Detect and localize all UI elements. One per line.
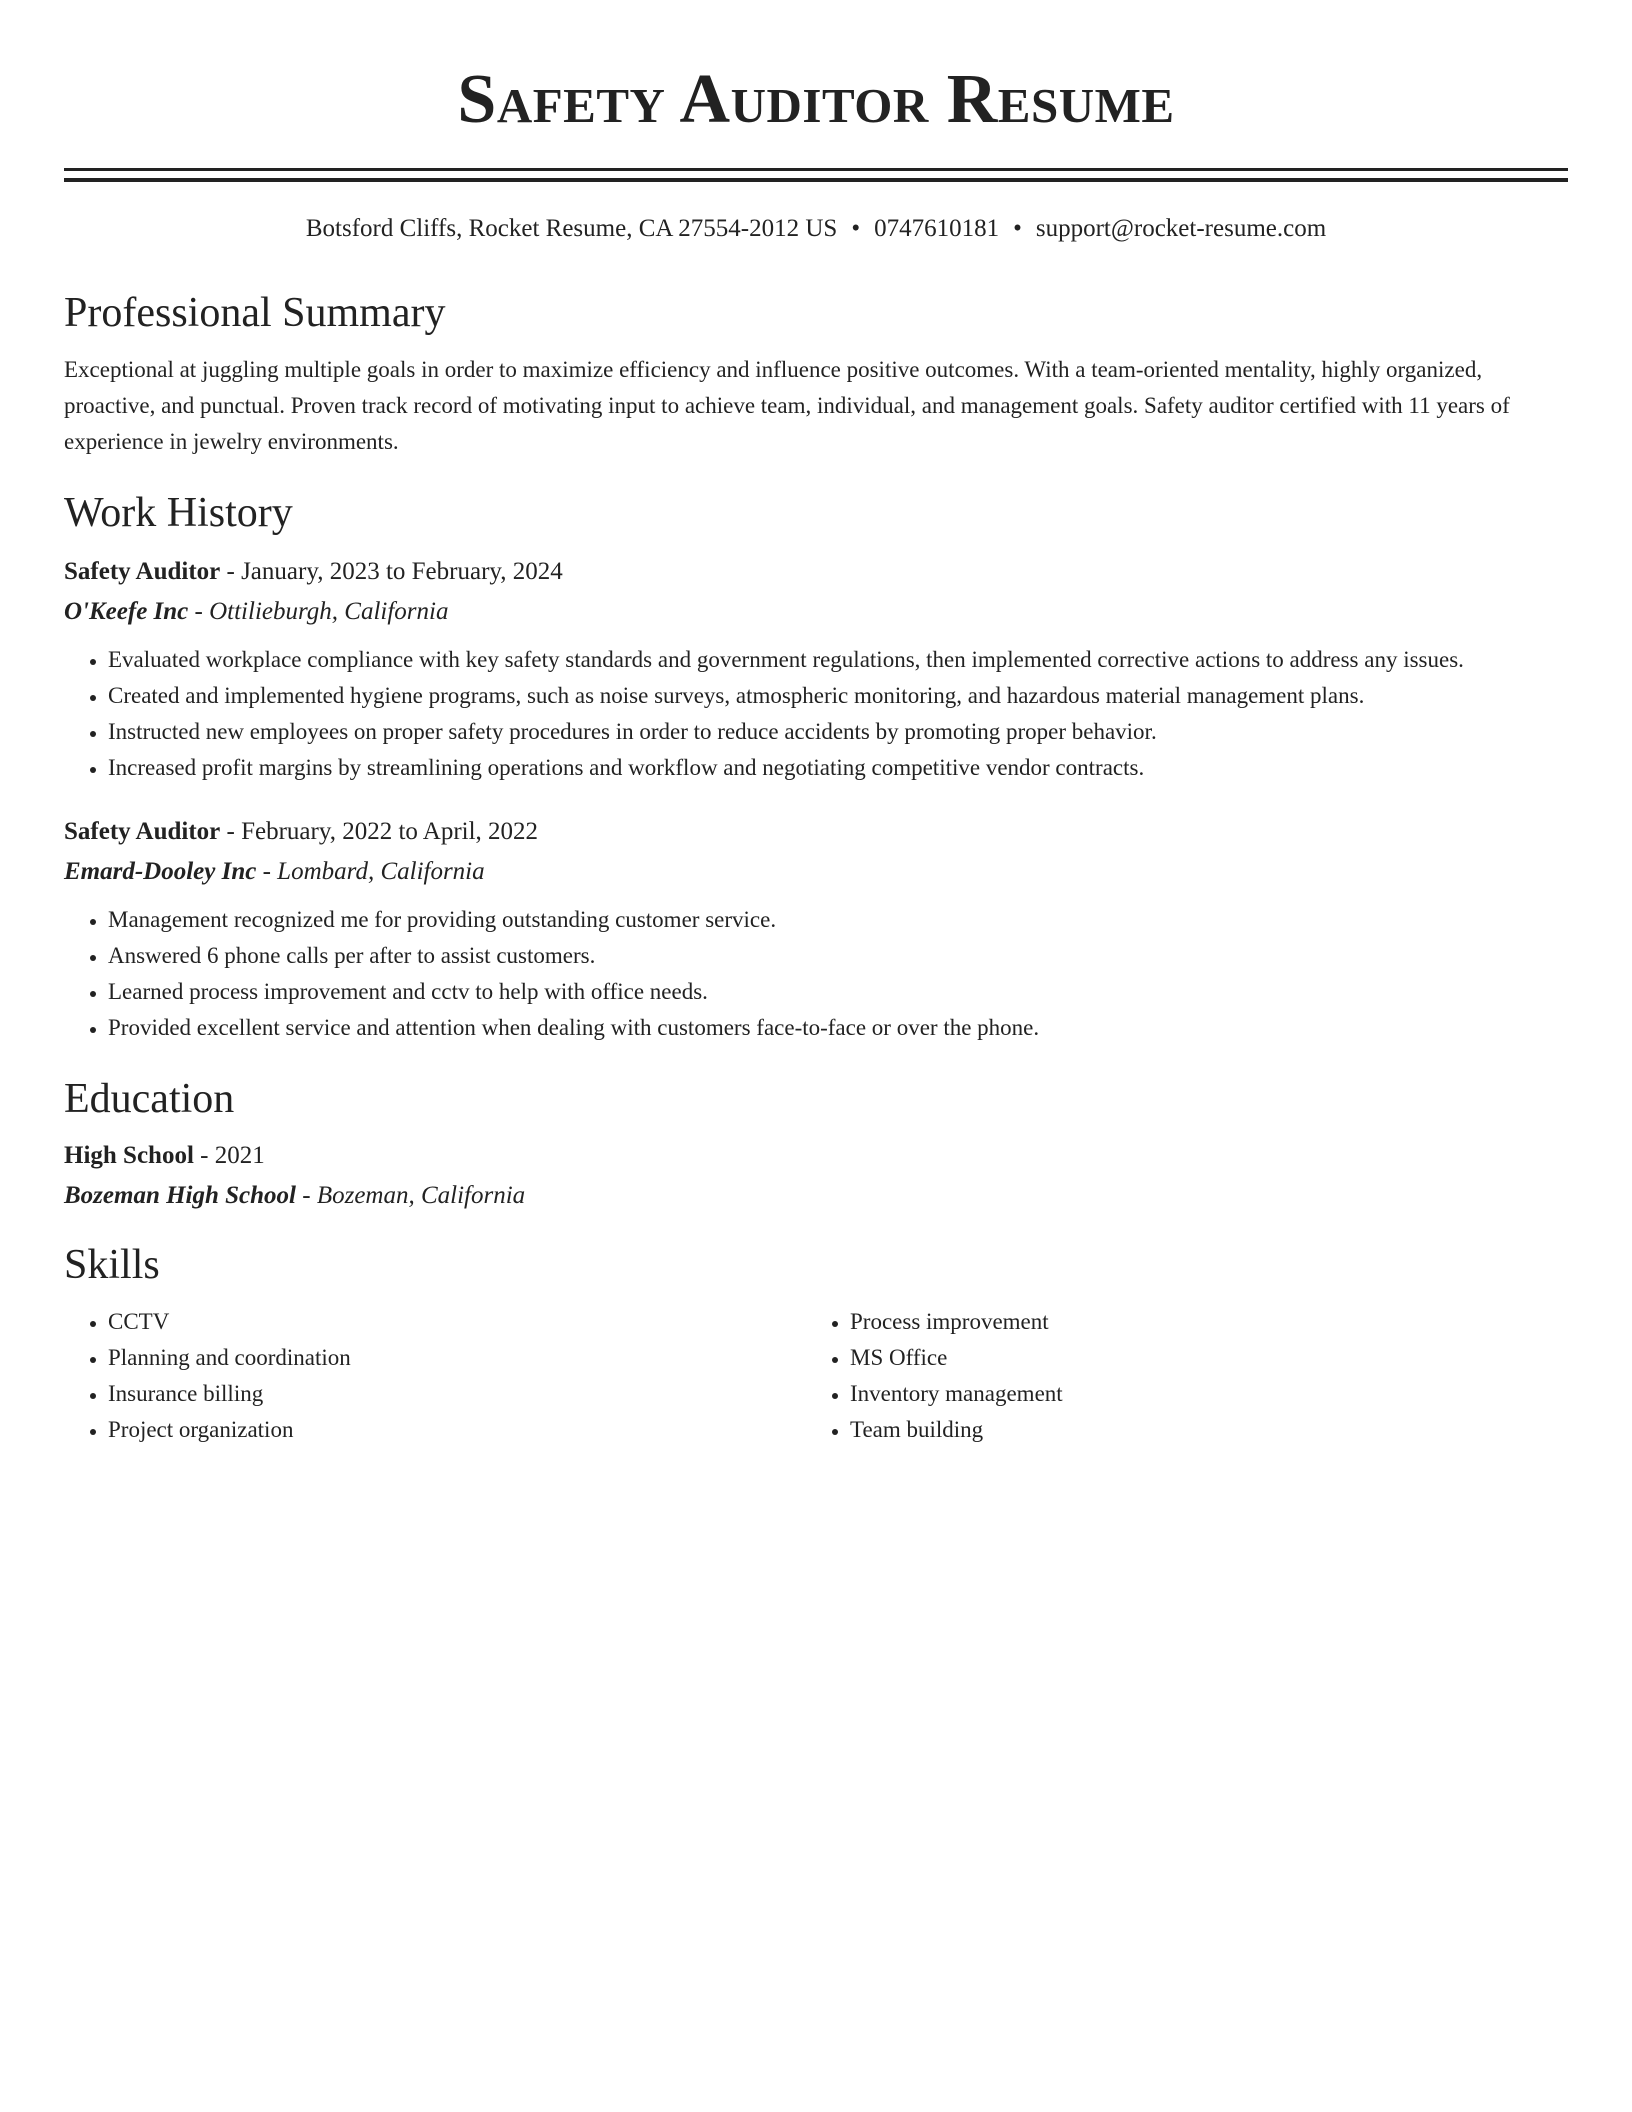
job-location: - Ottilieburgh, California bbox=[188, 598, 449, 625]
skills-right-column bbox=[806, 1304, 1548, 1448]
job-location: - Lombard, California bbox=[256, 858, 485, 885]
job-company: O'Keefe Inc bbox=[64, 598, 189, 625]
page-title: Safety Auditor Resume bbox=[457, 61, 1175, 138]
job-bullet: • Increased profit margins by streamlining operations and workflow and negotiating competitive vendor contracts. bbox=[108, 750, 1568, 786]
job-bullet: • Answered 6 phone calls per after to assist customers. bbox=[108, 938, 1568, 974]
job-bullets bbox=[64, 902, 1568, 1046]
job-company: Emard-Dooley Inc bbox=[64, 858, 257, 885]
education-school: Bozeman High School bbox=[64, 1182, 296, 1209]
education-heading: Education bbox=[64, 1076, 235, 1122]
job-bullet: • Evaluated workplace compliance with key safety standards and government regulations, then implemented corrective actions to address any issues. bbox=[108, 642, 1568, 678]
job-company-line bbox=[64, 852, 1568, 892]
work-history-heading: Work History bbox=[64, 490, 293, 536]
job-entry bbox=[64, 552, 1568, 786]
education-school-line bbox=[64, 1176, 1568, 1216]
job-bullet: • Learned process improvement and cctv to help with office needs. bbox=[108, 974, 1568, 1010]
skill-item: • Planning and coordination bbox=[108, 1340, 806, 1376]
job-bullet: • Provided excellent service and attention when dealing with customers face-to-face or over the phone. bbox=[108, 1010, 1568, 1046]
job-title: Safety Auditor bbox=[64, 558, 221, 585]
summary-heading: Professional Summary bbox=[64, 290, 446, 336]
job-title: Safety Auditor bbox=[64, 818, 221, 845]
resume-page bbox=[64, 0, 1568, 1448]
education-year: - 2021 bbox=[193, 1142, 265, 1169]
title-divider-top bbox=[64, 168, 1568, 174]
job-dates: - February, 2022 to April, 2022 bbox=[220, 818, 539, 845]
job-company-line bbox=[64, 592, 1568, 632]
skills-left-column bbox=[64, 1304, 806, 1448]
contact-line bbox=[64, 212, 1568, 246]
contact-address: Botsford Cliffs, Rocket Resume, CA 27554-2012 US bbox=[305, 215, 838, 242]
skill-item: • Project organization bbox=[108, 1412, 806, 1448]
contact-separator: • bbox=[1013, 215, 1022, 242]
skill-item: • MS Office bbox=[850, 1340, 1548, 1376]
education-degree: High School bbox=[64, 1142, 194, 1169]
skill-item: • Insurance billing bbox=[108, 1376, 806, 1412]
skill-item: • CCTV bbox=[108, 1304, 806, 1340]
job-bullet: • Management recognized me for providing outstanding customer service. bbox=[108, 902, 1568, 938]
job-bullet: • Created and implemented hygiene programs, such as noise surveys, atmospheric monitoring, and hazardous material management plans. bbox=[108, 678, 1568, 714]
job-title-line bbox=[64, 812, 1568, 852]
contact-phone: 0747610181 bbox=[874, 215, 1000, 242]
job-bullet: • Instructed new employees on proper safety procedures in order to reduce accidents by promoting proper behavior. bbox=[108, 714, 1568, 750]
job-bullets bbox=[64, 642, 1568, 786]
summary-text: Exceptional at juggling multiple goals in order to maximize efficiency and influence positive outcomes. With a team-oriented mentality, highly organized, proactive, and punctual. Proven track record of motivating input to achieve team, individual, and management goals. Safety auditor certified with 11 years of experience in jewelry environments. bbox=[64, 357, 1510, 454]
contact-email: support@rocket-resume.com bbox=[1035, 215, 1327, 242]
skill-item: • Inventory management bbox=[850, 1376, 1548, 1412]
skills-heading: Skills bbox=[64, 1242, 160, 1288]
skill-item: • Process improvement bbox=[850, 1304, 1548, 1340]
education-degree-line bbox=[64, 1136, 1568, 1176]
education-location: - Bozeman, California bbox=[296, 1182, 526, 1209]
title-divider-bottom bbox=[64, 178, 1568, 182]
skills-columns bbox=[64, 1304, 1568, 1448]
contact-separator: • bbox=[851, 215, 861, 242]
skill-item: • Team building bbox=[850, 1412, 1548, 1448]
job-dates: - January, 2023 to February, 2024 bbox=[220, 558, 563, 585]
job-entry bbox=[64, 812, 1568, 1046]
education-entry bbox=[64, 1136, 1568, 1216]
job-title-line bbox=[64, 552, 1568, 592]
